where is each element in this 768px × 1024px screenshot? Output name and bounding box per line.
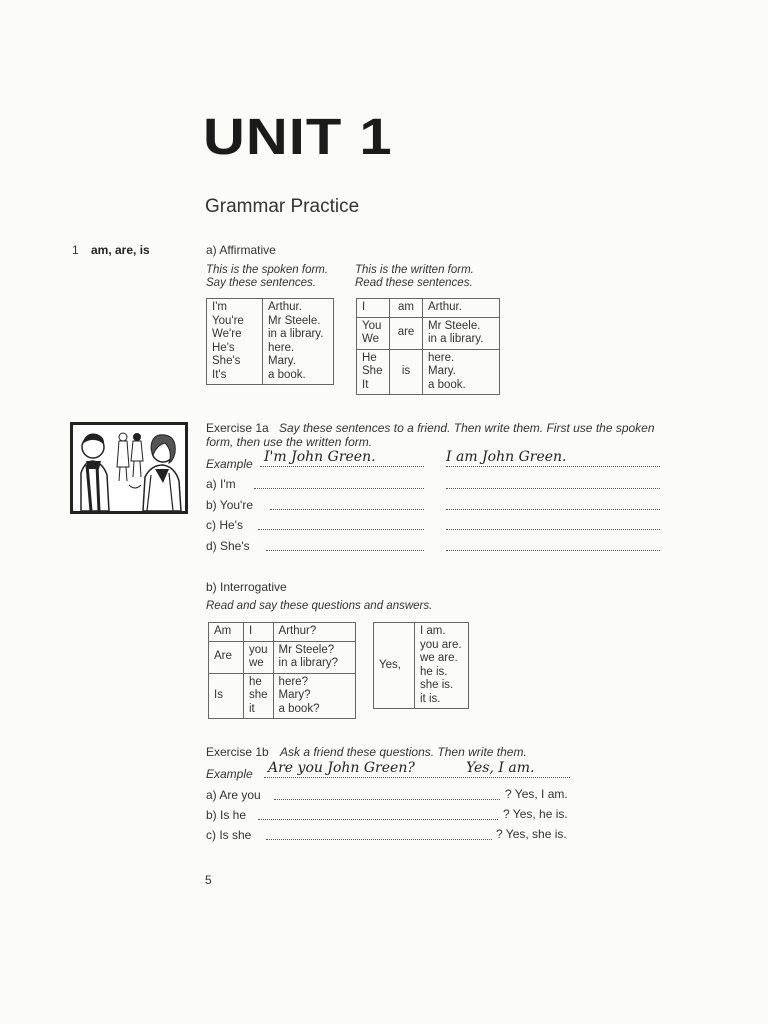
written-complement-cell xyxy=(423,317,500,349)
written-complement: Arthur. xyxy=(428,301,462,313)
spoken-complement: Arthur. xyxy=(268,301,302,313)
written-complement: here. xyxy=(428,351,455,364)
spoken-form-table xyxy=(206,298,334,385)
written-pronoun: We xyxy=(362,333,380,345)
exercise-1b-answer: ? Yes, he is. xyxy=(503,807,568,821)
question-verb-cell xyxy=(209,641,244,673)
written-pronoun: He xyxy=(362,351,377,364)
written-pronoun: It xyxy=(362,378,369,391)
spoken-pronoun: He's xyxy=(212,341,235,354)
question-complement: Mr Steele? xyxy=(278,643,335,656)
written-complement: Mary. xyxy=(428,365,456,377)
written-pronoun: I xyxy=(362,301,366,313)
spoken-answer-field[interactable] xyxy=(270,509,424,510)
exercise-1b-question: c) Is she xyxy=(206,828,252,842)
spoken-complement-cell xyxy=(263,299,334,385)
question-complement: here? xyxy=(278,675,308,688)
people-drawing-icon xyxy=(73,425,185,511)
spoken-answer-field[interactable] xyxy=(254,488,424,489)
written-answer-field[interactable] xyxy=(446,550,660,551)
written-verb: are xyxy=(397,326,415,339)
exercise-1a-item: c) He's xyxy=(206,518,243,532)
spoken-pronoun: I'm xyxy=(212,301,227,313)
example-answer: Yes, I am. xyxy=(466,760,535,776)
exercise-1a-item: a) I'm xyxy=(206,477,236,491)
spoken-pronoun: It's xyxy=(212,368,227,381)
section-title: am, are, is xyxy=(91,243,150,257)
written-complement-cell xyxy=(423,299,500,318)
exercise-1b-example-label: Example xyxy=(206,767,253,781)
question-complement: a book? xyxy=(278,702,320,715)
answer-line xyxy=(264,777,570,778)
question-verb: Are xyxy=(214,650,232,663)
written-note-1: This is the written form. xyxy=(355,264,474,276)
written-pronoun-cell xyxy=(357,317,390,349)
written-answer-field[interactable] xyxy=(446,509,660,510)
exercise-1a-item: b) You're xyxy=(206,498,253,512)
spoken-note-2: Say these sentences. xyxy=(206,277,316,289)
example-spoken-answer: I'm John Green. xyxy=(264,449,376,465)
exercise-1b-instruction: Ask a friend these questions. Then write them. xyxy=(280,745,527,759)
written-verb: am xyxy=(398,301,414,313)
spoken-answer-field[interactable] xyxy=(266,550,424,551)
written-answer-field[interactable] xyxy=(446,529,660,530)
answer-item: he is. xyxy=(420,665,448,678)
written-form-table xyxy=(356,298,500,395)
written-complement: in a library. xyxy=(428,333,484,345)
answer-item: it is. xyxy=(420,692,441,705)
question-verb: Am xyxy=(214,625,232,637)
answer-list-cell xyxy=(415,623,469,709)
spoken-answer-field[interactable] xyxy=(258,529,424,530)
answer-yes: Yes, xyxy=(379,658,401,671)
question-complement-cell xyxy=(273,623,355,642)
question-pronoun: it xyxy=(249,702,255,715)
written-verb-cell xyxy=(390,317,423,349)
answer-item: I am. xyxy=(420,625,446,637)
exercise-1a-example-label: Example xyxy=(206,457,253,471)
written-pronoun-cell xyxy=(357,299,390,318)
exercise-1b-question: b) Is he xyxy=(206,808,247,822)
answer-line xyxy=(446,466,660,467)
question-complement-cell xyxy=(273,641,355,673)
spoken-pronoun-cell xyxy=(207,299,263,385)
spoken-complement: a book. xyxy=(268,368,306,381)
question-table xyxy=(208,622,356,719)
written-pronoun: She xyxy=(362,365,383,377)
written-verb-cell xyxy=(390,349,423,395)
written-answer-field[interactable] xyxy=(446,488,660,489)
written-complement: a book. xyxy=(428,378,466,391)
question-pronoun: he xyxy=(249,675,262,688)
spoken-pronoun: She's xyxy=(212,355,241,367)
question-pronoun-cell xyxy=(244,673,274,719)
exercise-1b-answer: ? Yes, she is. xyxy=(496,827,567,841)
unit-title: UNIT 1 xyxy=(203,108,393,166)
example-written-answer: I am John Green. xyxy=(446,449,567,465)
exercise-1b-answer: ? Yes, I am. xyxy=(505,787,568,801)
question-pronoun: she xyxy=(249,689,268,701)
section-number: 1 xyxy=(72,243,79,257)
answer-item: she is. xyxy=(420,679,454,691)
exercise-1b-label: Exercise 1b xyxy=(206,745,269,759)
written-verb-cell xyxy=(390,299,423,318)
example-question: Are you John Green? xyxy=(268,760,415,776)
answer-line xyxy=(260,466,424,467)
interrogative-heading: b) Interrogative xyxy=(206,580,287,594)
question-pronoun: we xyxy=(249,657,264,669)
exercise-1a-label: Exercise 1a xyxy=(206,421,269,435)
written-complement: Mr Steele. xyxy=(428,319,481,332)
spoken-pronoun: You're xyxy=(212,314,244,327)
written-pronoun-cell xyxy=(357,349,390,395)
exercise-1a-instruction-2: form, then use the written form. xyxy=(206,435,373,449)
question-verb: Is xyxy=(214,689,223,701)
illustration-people xyxy=(70,422,188,514)
question-answer-field[interactable] xyxy=(258,819,498,820)
question-complement-cell xyxy=(273,673,355,719)
answer-table xyxy=(373,622,469,709)
question-complement: Mary? xyxy=(278,689,311,701)
written-pronoun: You xyxy=(362,319,382,332)
question-answer-field[interactable] xyxy=(266,839,492,840)
written-complement-cell xyxy=(423,349,500,395)
exercise-1b-question: a) Are you xyxy=(206,788,261,802)
spoken-complement: Mr Steele. xyxy=(268,314,321,327)
question-pronoun: you xyxy=(249,643,268,656)
answer-yes-cell xyxy=(374,623,415,709)
spoken-complement: here. xyxy=(268,341,295,354)
question-pronoun-cell xyxy=(244,623,274,642)
question-pronoun-cell xyxy=(244,641,274,673)
question-verb-cell xyxy=(209,623,244,642)
exercise-1a-item: d) She's xyxy=(206,539,250,553)
question-pronoun: I xyxy=(249,625,253,637)
spoken-pronoun: We're xyxy=(212,328,242,340)
spoken-complement: Mary. xyxy=(268,355,296,367)
spoken-complement: in a library. xyxy=(268,328,324,340)
question-answer-field[interactable] xyxy=(274,799,500,800)
affirmative-heading: a) Affirmative xyxy=(206,243,276,257)
page-subtitle: Grammar Practice xyxy=(205,196,360,217)
question-verb-cell xyxy=(209,673,244,719)
question-complement: Arthur? xyxy=(278,625,317,637)
written-note-2: Read these sentences. xyxy=(355,277,473,289)
answer-item: you are. xyxy=(420,638,462,651)
written-verb: is xyxy=(401,365,411,377)
spoken-note-1: This is the spoken form. xyxy=(206,264,329,276)
interrogative-note: Read and say these questions and answers. xyxy=(206,600,433,612)
exercise-1a-instruction-1: Say these sentences to a friend. Then write them. First use the spoken xyxy=(279,421,655,435)
page-number: 5 xyxy=(205,873,212,887)
question-complement: in a library? xyxy=(278,657,338,669)
answer-item: we are. xyxy=(420,652,458,664)
